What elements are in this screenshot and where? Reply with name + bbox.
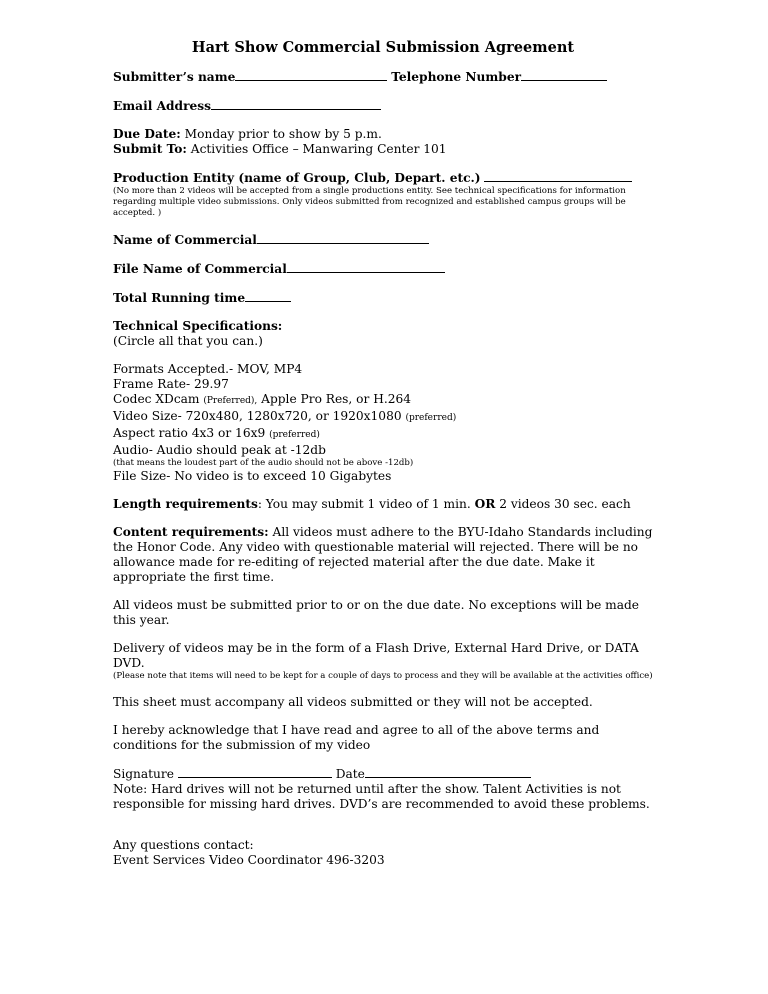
submit-to-label: Submit To: — [113, 142, 187, 156]
delivery-statement: Delivery of videos may be in the form of a Flash Drive, External Hard Drive, or DATA DVD. — [113, 641, 639, 670]
codec-alternatives: Apple Pro Res, or H.264 — [261, 392, 411, 406]
formats-accepted: Formats Accepted.- MOV, MP4 — [113, 362, 303, 376]
production-entity-row — [113, 170, 653, 186]
commercial-name-field[interactable] — [257, 232, 429, 244]
email-label: Email Address — [113, 99, 211, 113]
file-name-field[interactable] — [287, 261, 445, 273]
signature-label: Signature — [113, 767, 174, 781]
file-name-row — [113, 261, 653, 277]
length-requirements-label: Length requirements — [113, 497, 258, 511]
audio-spec: Audio- Audio should peak at -12db — [113, 443, 326, 457]
aspect-ratio-row — [113, 426, 653, 443]
accompany-statement: This sheet must accompany all videos submitted or they will not be accepted. — [113, 695, 593, 709]
contact-heading: Any questions contact: — [113, 838, 254, 852]
length-requirements-text-b: 2 videos 30 sec. each — [499, 497, 631, 511]
running-time-row — [113, 290, 653, 306]
submitter-name-label: Submitter’s name — [113, 70, 236, 84]
tech-specs-heading: Technical Specifications: — [113, 319, 283, 333]
acknowledgement-statement: I hereby acknowledge that I have read and agree to all of the above terms and conditions for the submission of my video — [113, 723, 600, 752]
telephone-field[interactable] — [521, 69, 607, 81]
email-field[interactable] — [211, 98, 381, 110]
commercial-name-label: Name of Commercial — [113, 233, 257, 247]
signature-field[interactable] — [178, 766, 332, 778]
codec-xdcam: Codec XDcam — [113, 392, 200, 406]
delivery-note: (Please note that items will need to be kept for a couple of days to process and they will be available at the activities office) — [113, 671, 653, 681]
submitter-row — [113, 69, 653, 85]
content-requirements-label: Content requirements: — [113, 525, 269, 539]
deadline-statement: All videos must be submitted prior to or on the due date. No exceptions will be made this year. — [113, 598, 640, 627]
production-entity-field[interactable] — [484, 170, 632, 182]
codec-row — [113, 392, 653, 409]
production-entity-label: Production Entity (name of Group, Club, Depart. etc.) — [113, 171, 481, 185]
length-requirements — [113, 497, 653, 512]
due-date-label: Due Date: — [113, 127, 181, 141]
due-date-value: Monday prior to show by 5 p.m. — [184, 127, 382, 141]
video-size-row — [113, 409, 653, 426]
submit-to-row — [113, 142, 653, 157]
frame-rate: Frame Rate- 29.97 — [113, 377, 229, 391]
hard-drive-note: Note: Hard drives will not be returned until after the show. Talent Activities is not responsible for missing hard drives. DVD’s are recommended to avoid these problems. — [113, 782, 650, 811]
running-time-label: Total Running time — [113, 291, 246, 305]
aspect-preferred-note: (preferred) — [269, 430, 320, 440]
signature-row — [113, 766, 653, 782]
file-name-label: File Name of Commercial — [113, 262, 287, 276]
length-or: OR — [474, 497, 496, 511]
date-field[interactable] — [365, 766, 531, 778]
content-requirements-text: All videos must adhere to the BYU-Idaho Standards including the Honor Code. Any video with questionable material will rejected. There will be no allowance made for re-editing of rejected material after the due date. Make it appropriate the first time. — [113, 525, 653, 584]
tech-specs-instruction: (Circle all that you can.) — [113, 334, 263, 348]
aspect-ratio: Aspect ratio 4x3 or 16x9 — [113, 426, 266, 440]
date-label: Date — [335, 767, 365, 781]
telephone-label: Telephone Number — [391, 70, 522, 84]
content-requirements — [113, 525, 653, 585]
audio-note: (that means the loudest part of the audio should not be above -12db) — [113, 458, 414, 468]
file-size-spec: File Size- No video is to exceed 10 Gigabytes — [113, 469, 392, 483]
length-requirements-text-a: : You may submit 1 video of 1 min. — [257, 497, 471, 511]
email-row — [113, 98, 653, 114]
video-size-preferred-note: (preferred) — [405, 413, 457, 423]
submit-to-value: Activities Office – Manwaring Center 101 — [190, 142, 447, 156]
document-title: Hart Show Commercial Submission Agreement — [191, 39, 575, 56]
due-date-row — [113, 127, 653, 142]
submitter-name-field[interactable] — [235, 69, 387, 81]
codec-preferred-note: (Preferred), — [203, 396, 258, 406]
production-entity-note: (No more than 2 videos will be accepted from a single productions entity. See technical specifications for information regarding multiple video submissions. Only videos submitted from recognized and established campus groups will be accepted. ) — [113, 186, 626, 218]
commercial-name-row — [113, 232, 653, 248]
running-time-field[interactable] — [245, 290, 291, 302]
agreement-document — [113, 40, 653, 868]
video-size: Video Size- 720x480, 1280x720, or 1920x1080 — [113, 409, 402, 423]
contact-info: Event Services Video Coordinator 496-3203 — [113, 853, 385, 867]
